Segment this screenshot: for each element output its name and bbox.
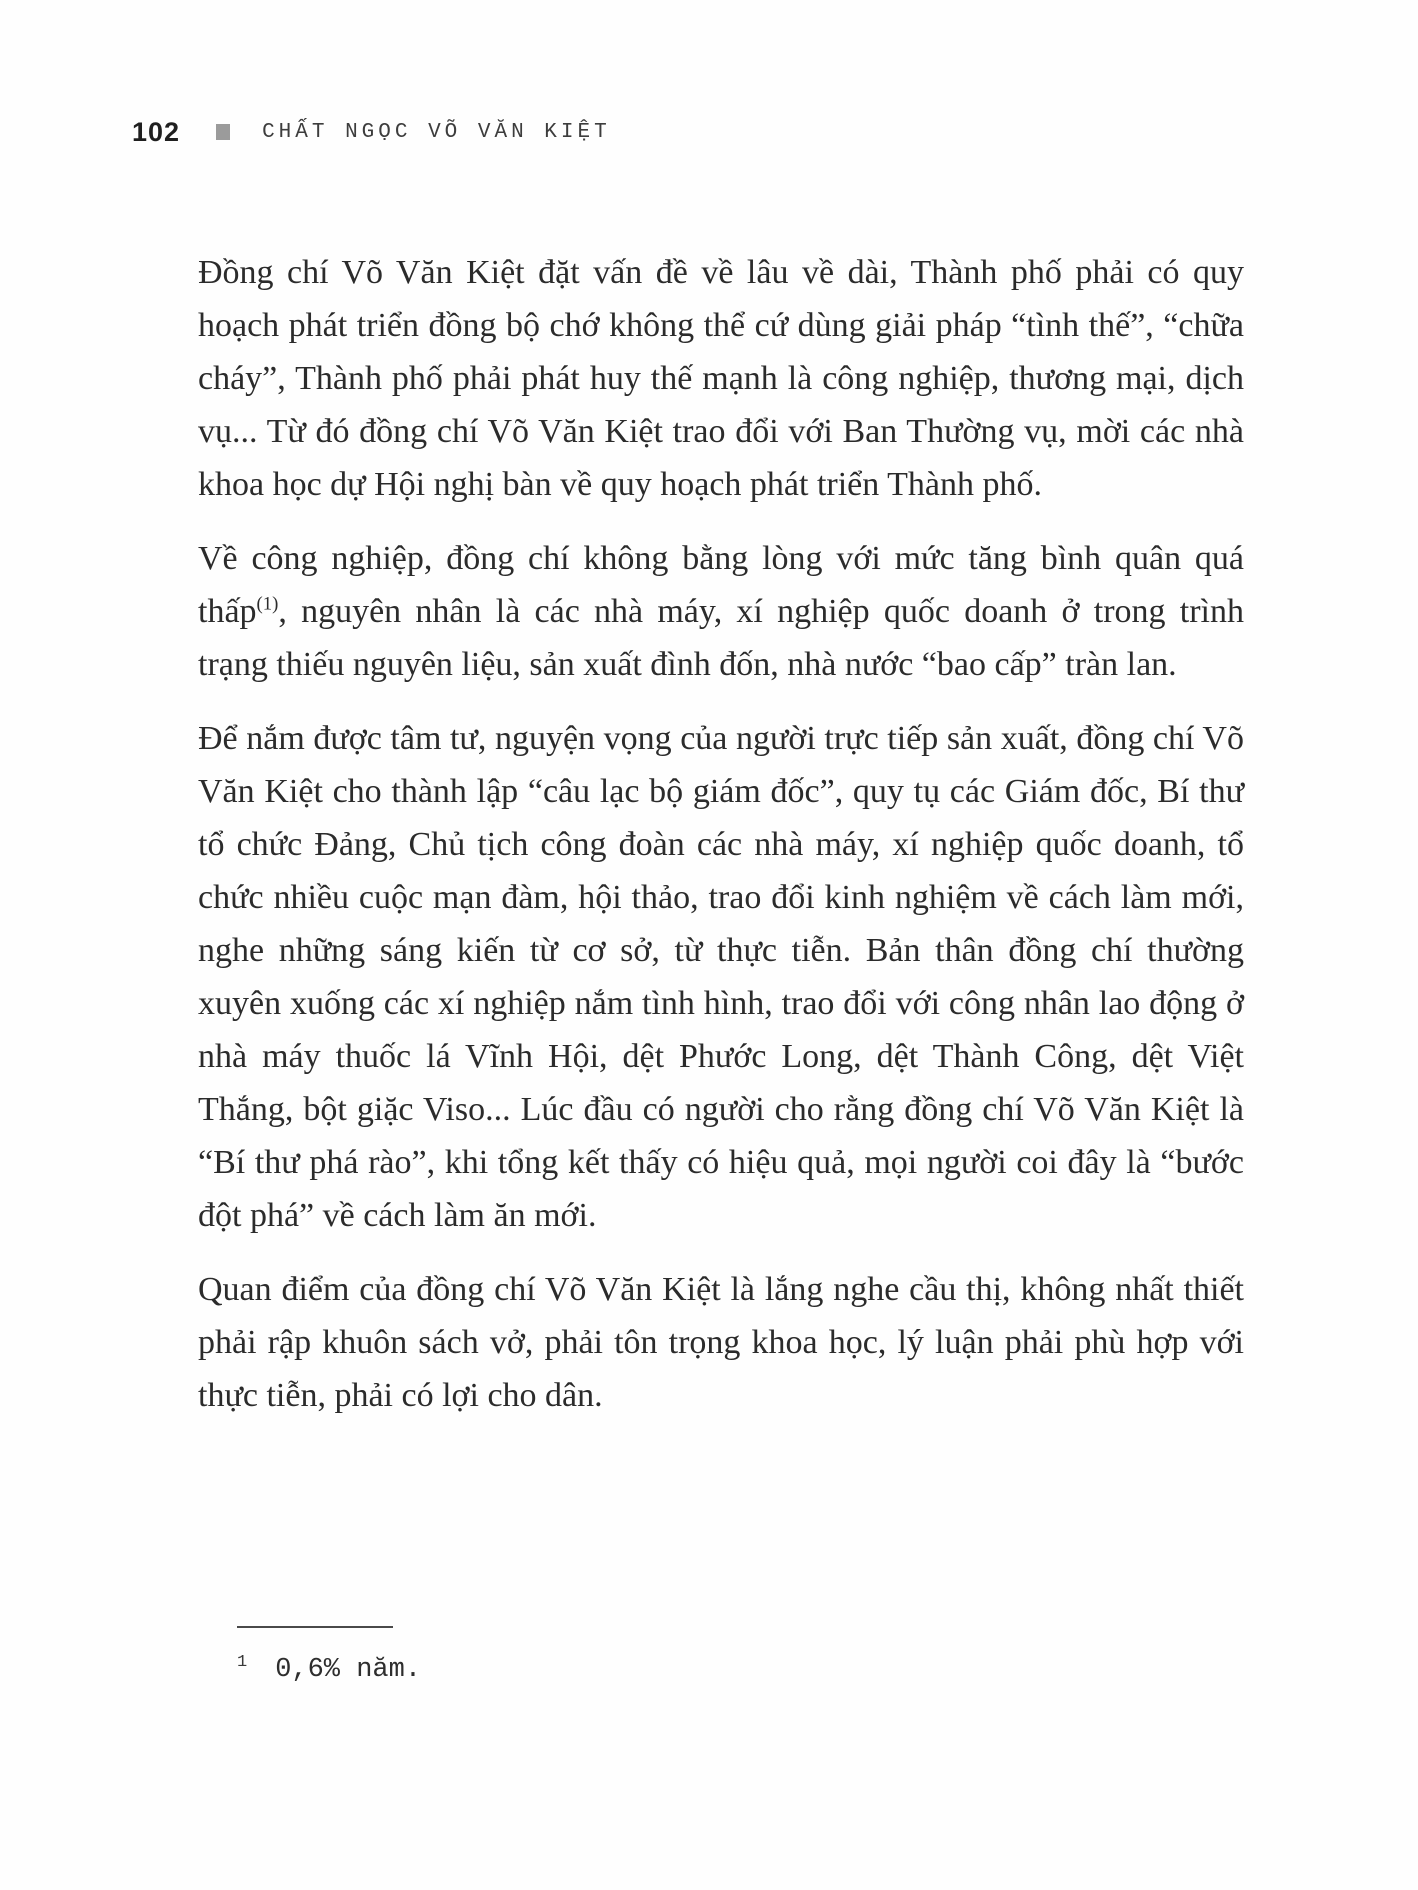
paragraph-2	[198, 532, 1244, 691]
square-bullet-icon	[216, 124, 230, 140]
footnote-marker: 1	[237, 1653, 248, 1672]
footnote-reference: (1)	[256, 593, 279, 615]
footnote-line	[237, 1655, 421, 1685]
footnote-divider	[237, 1626, 393, 1628]
book-title: CHẤT NGỌC VÕ VĂN KIỆT	[262, 120, 611, 144]
footnote-text: 0,6% năm.	[275, 1655, 422, 1685]
page-body	[198, 246, 1244, 1443]
paragraph-2-text-after-note: , nguyên nhân là các nhà máy, xí nghiệp quốc doanh ở trong trình trạng thiếu nguyên liệu, sản xuất đình đốn, nhà nước “bao cấp” tràn lan.	[198, 593, 1244, 683]
footnote-area	[237, 1626, 421, 1685]
paragraph-1: Đồng chí Võ Văn Kiệt đặt vấn đề về lâu về dài, Thành phố phải có quy hoạch phát triển đồng bộ chớ không thể cứ dùng giải pháp “tình thế”, “chữa cháy”, Thành phố phải phát huy thế mạnh là công nghiệp, thương mại, dịch vụ... Từ đó đồng chí Võ Văn Kiệt trao đổi với Ban Thường vụ, mời các nhà khoa học dự Hội nghị bàn về quy hoạch phát triển Thành phố.	[198, 254, 1244, 503]
paragraph-3: Để nắm được tâm tư, nguyện vọng của người trực tiếp sản xuất, đồng chí Võ Văn Kiệt cho thành lập “câu lạc bộ giám đốc”, quy tụ các Giám đốc, Bí thư tổ chức Đảng, Chủ tịch công đoàn các nhà máy, xí nghiệp quốc doanh, tổ chức nhiều cuộc mạn đàm, hội thảo, trao đổi kinh nghiệm về cách làm mới, nghe những sáng kiến từ cơ sở, từ thực tiễn. Bản thân đồng chí thường xuyên xuống các xí nghiệp nắm tình hình, trao đổi với công nhân lao động ở nhà máy thuốc lá Vĩnh Hội, dệt Phước Long, dệt Thành Công, dệt Việt Thắng, bột giặc Viso... Lúc đầu có người cho rằng đồng chí Võ Văn Kiệt là “Bí thư phá rào”, khi tổng kết thấy có hiệu quả, mọi người coi đây là “bước đột phá” về cách làm ăn mới.	[198, 720, 1244, 1234]
paragraph-2-text-before-note: Về công nghiệp, đồng chí không bằng lòng với mức tăng bình quân quá thấp	[198, 540, 1244, 630]
running-header	[132, 118, 611, 146]
page-number: 102	[132, 116, 181, 147]
paragraph-4: Quan điểm của đồng chí Võ Văn Kiệt là lắng nghe cầu thị, không nhất thiết phải rập khuôn sách vở, phải tôn trọng khoa học, lý luận phải phù hợp với thực tiễn, phải có lợi cho dân.	[198, 1271, 1244, 1414]
